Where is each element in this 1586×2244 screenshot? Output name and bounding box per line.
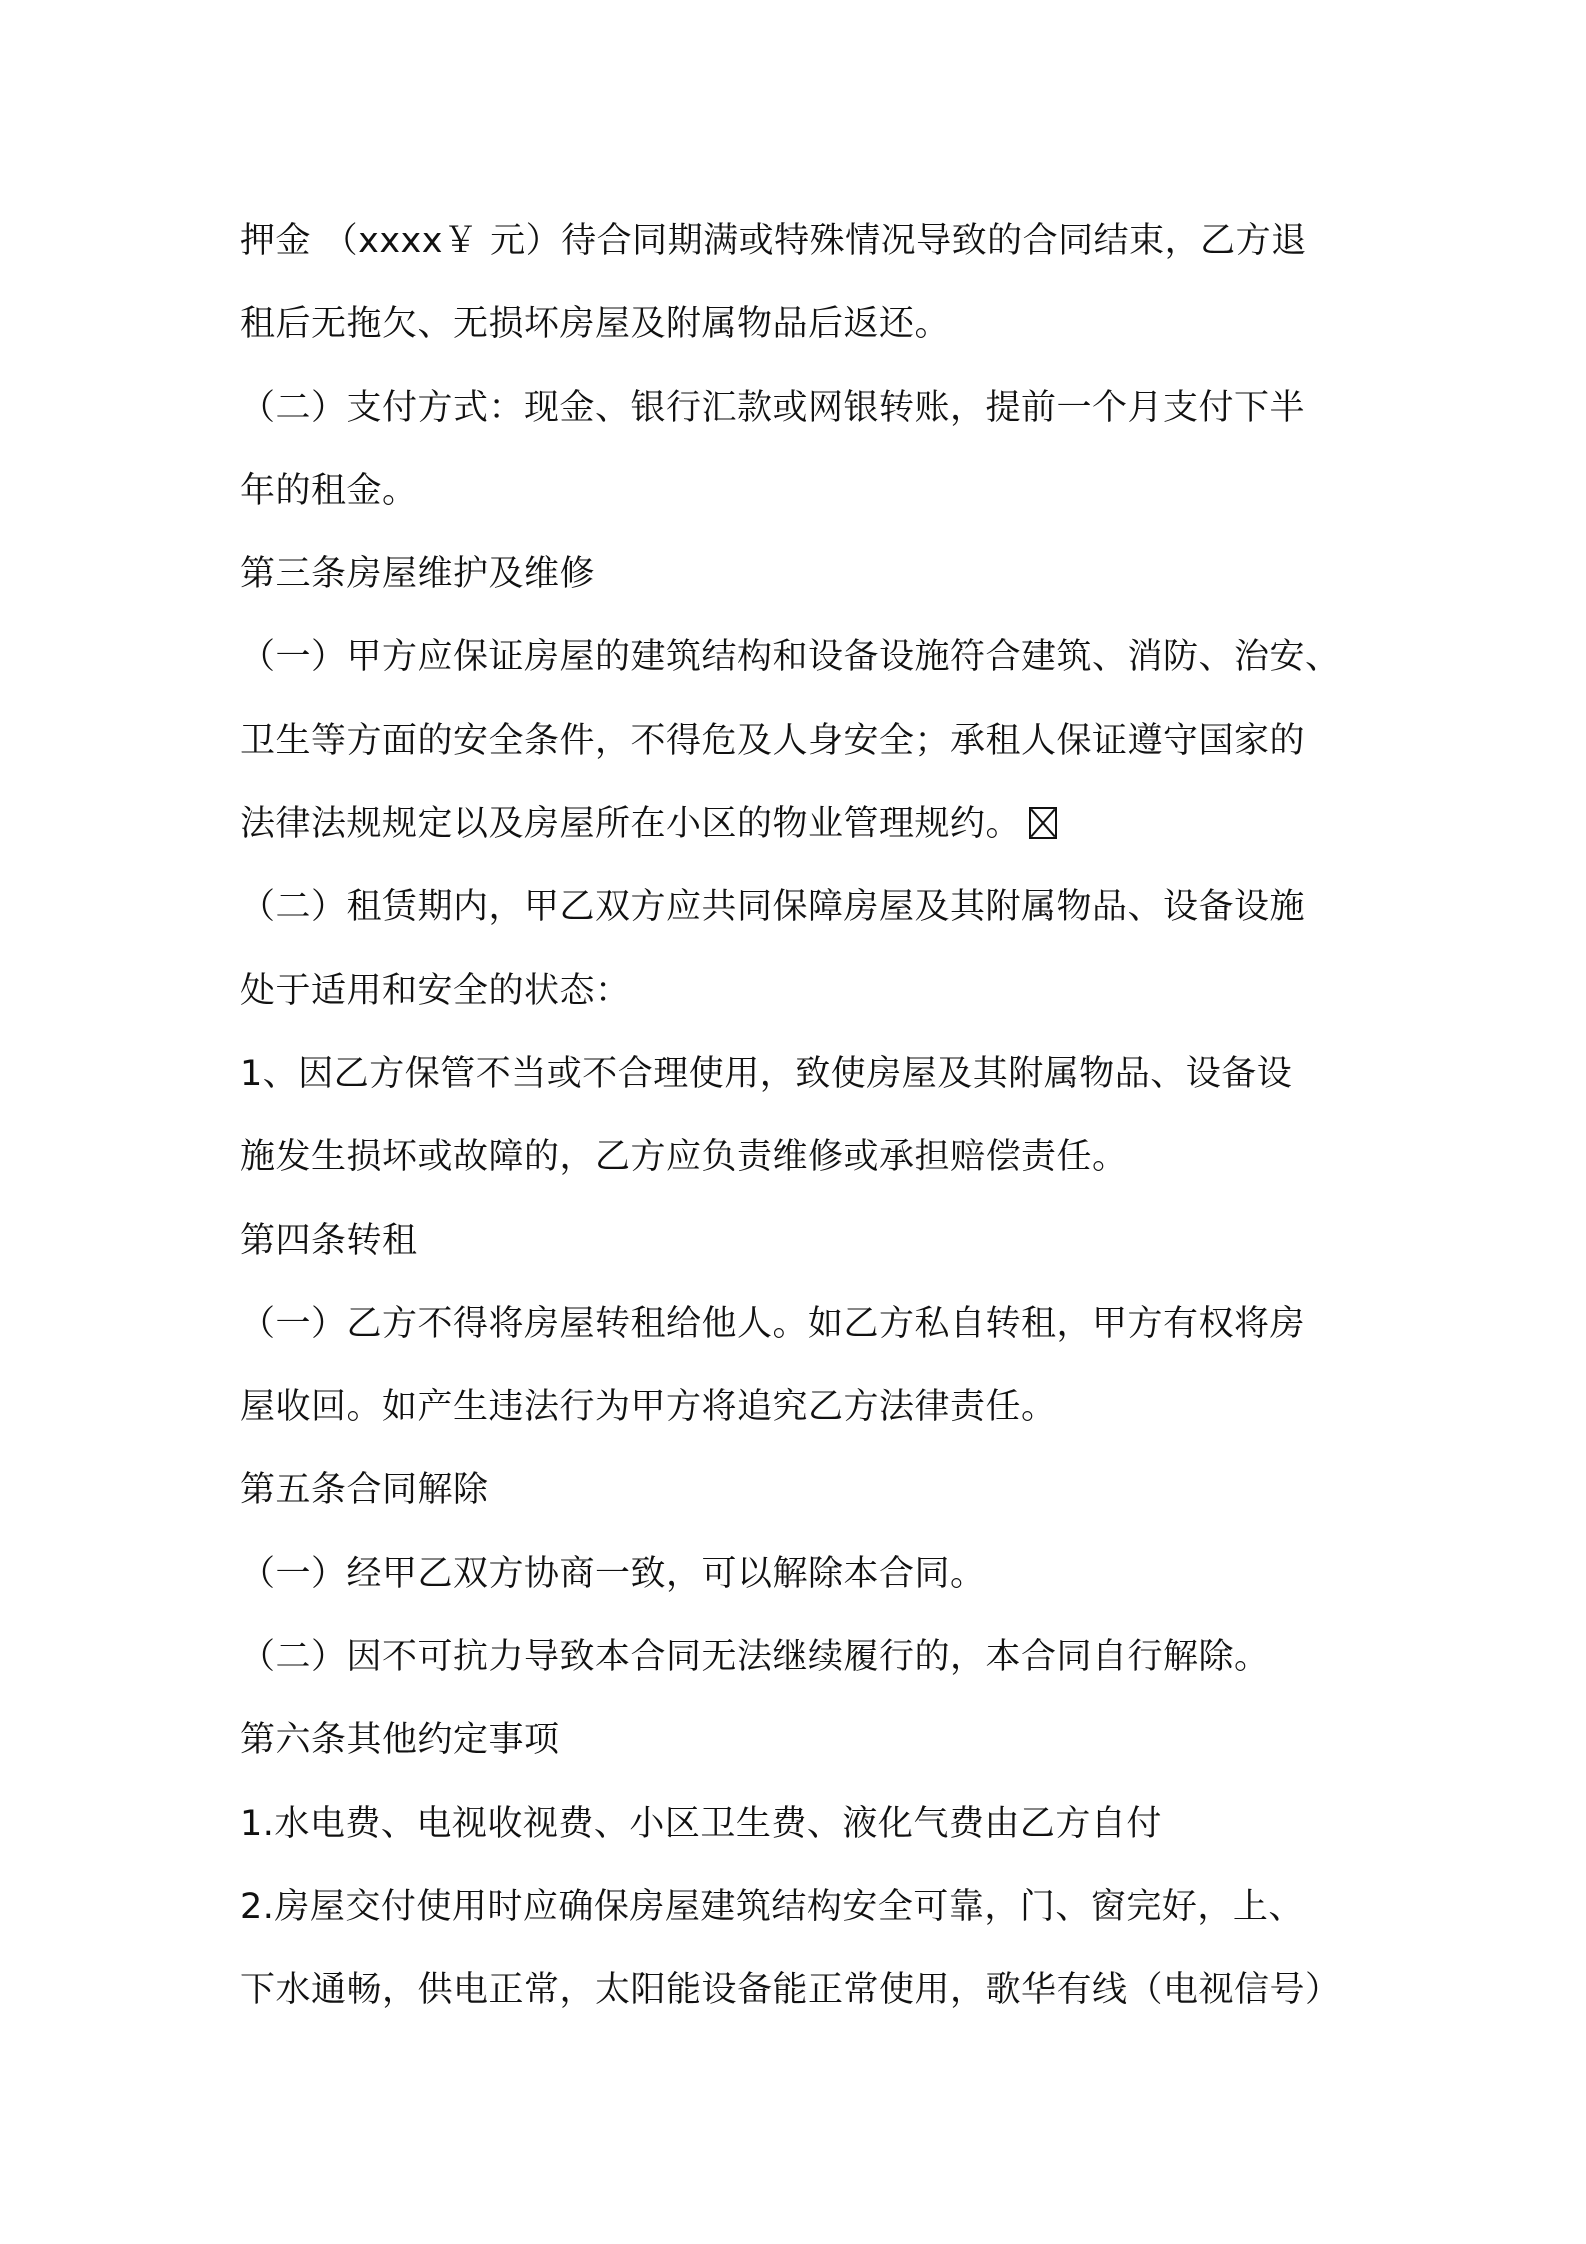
paragraph-line-text: 法律法规规定以及房屋所在小区的物业管理规约。 [240,804,1022,845]
paragraph-line: （二）租赁期内，甲乙双方应共同保障房屋及其附属物品、设备设施 [240,887,1306,928]
paragraph-line: 1.水电费、电视收视费、小区卫生费、液化气费由乙方自付 [240,1803,1162,1844]
paragraph-line: （二）因不可抗力导致本合同无法继续履行的，本合同自行解除。 [240,1637,1270,1678]
paragraph-line-with-glyph [240,783,1360,866]
section-heading: 第五条合同解除 [240,1470,489,1511]
paragraph-line: 施发生损坏或故障的，乙方应负责维修或承担赔偿责任。 [240,1137,1128,1178]
paragraph-line: （一）经甲乙双方协商一致，可以解除本合同。 [240,1553,986,1594]
section-heading: 第六条其他约定事项 [240,1720,560,1761]
crossed-box-icon [1029,807,1057,839]
paragraph-line: （一）乙方不得将房屋转租给他人。如乙方私自转租，甲方有权将房 [240,1303,1306,1344]
paragraph-line: （二）支付方式：现金、银行汇款或网银转账，提前一个月支付下半 [240,387,1306,428]
paragraph-line: 卫生等方面的安全条件，不得危及人身安全；承租人保证遵守国家的 [240,720,1306,761]
paragraph-line: 屋收回。如产生违法行为甲方将追究乙方法律责任。 [240,1387,1057,1428]
paragraph-line: 1、因乙方保管不当或不合理使用，致使房屋及其附属物品、设备设 [240,1053,1293,1094]
paragraph-line: （一）甲方应保证房屋的建筑结构和设备设施符合建筑、消防、治安、 [240,637,1341,678]
paragraph-line: 租后无拖欠、无损坏房屋及附属物品后返还。 [240,304,951,345]
section-heading: 第三条房屋维护及维修 [240,554,596,595]
paragraph-line: 2.房屋交付使用时应确保房屋建筑结构安全可靠，门、窗完好，上、 [240,1886,1304,1927]
paragraph-line: 下水通畅，供电正常，太阳能设备能正常使用，歌华有线（电视信号） [240,1970,1341,2011]
paragraph-line: 押金 （xxxx￥ 元）待合同期满或特殊情况导致的合同结束，乙方退 [240,221,1307,261]
contract-text-body [240,200,1360,2033]
paragraph-line: 年的租金。 [240,470,418,511]
paragraph-line: 处于适用和安全的状态： [240,970,631,1011]
section-heading: 第四条转租 [240,1220,418,1261]
